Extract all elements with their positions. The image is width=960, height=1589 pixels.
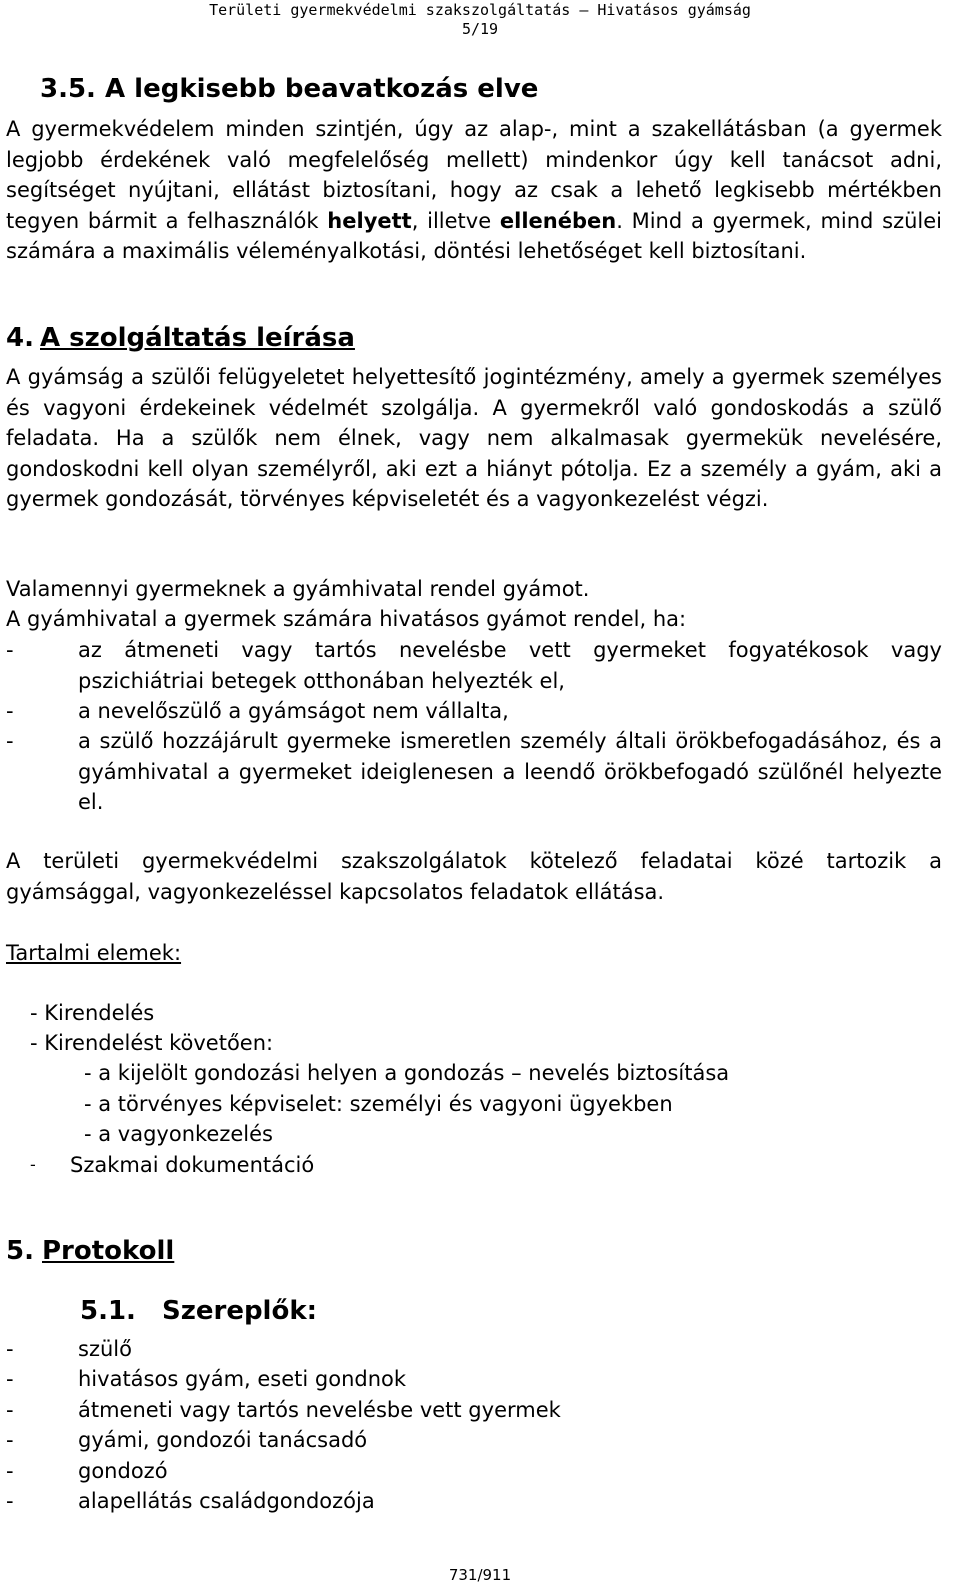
section-4-paragraph-1: A gyámság a szülői felügyeletet helyettesítő jogintézmény, amely a gyermek személyes és vagyoni érdekeinek védelmét szolgálja. A gyermekről való gondoskodás a szülő feladata. Ha a szülők nem élnek, vagy nem alkalmasak gyermekük nevelésére, gondoskodni kell olyan személyről, aki ezt a hiányt pótolja. Ez a személy a gyám, aki a gyermek gondozását, törvényes képviseletét és a vagyonkezelést végzi.: [6, 365, 942, 512]
actor-text: alapellátás családgondozója: [78, 1489, 375, 1513]
list-dash: -: [6, 1367, 14, 1391]
condition-text: az átmeneti vagy tartós nevelésbe vett gyermeket fogyatékosok vagy pszichiátriai betegek otthonában helyezték el,: [78, 638, 942, 693]
list-dash: -: [6, 638, 14, 662]
list-dash: -: [6, 1398, 14, 1422]
list-dash: -: [6, 1489, 14, 1513]
p1-text-c: . Mind a gyermek, mind szülei számára a maximális véleményalkotási, döntési lehetőséget kell biztosítani.: [6, 208, 942, 264]
content-subitem: - a törvényes képviselet: személyi és vagyoni ügyekben: [84, 1092, 673, 1116]
p1-text-a: A gyermekvédelem minden szintjén, úgy az alap-, mint a szakellátásban (a gyermek legjobb érdekének való megfelelőség mellett) mindenkor úgy kell tanácsot adni, segítséget nyújtani, ellátást biztosítani, hogy az csak a lehető legkisebb mértékben tegyen bármit a felhasználók: [6, 117, 942, 233]
section-5-number: 5.: [6, 1236, 34, 1266]
content-subitem: - a kijelölt gondozási helyen a gondozás – nevelés biztosítása: [84, 1061, 730, 1085]
list-dash: -: [6, 1459, 14, 1483]
p1-bold-helyett: helyett: [327, 208, 412, 233]
section-3-5-paragraph: [6, 114, 942, 267]
list-dash: -: [6, 729, 14, 753]
content-item: Szakmai dokumentáció: [70, 1153, 315, 1177]
section-5-1-number: 5.1.: [80, 1296, 136, 1326]
section-5-heading: Protokoll: [42, 1236, 175, 1266]
content-item: - Kirendelés: [30, 1001, 155, 1025]
condition-text: a nevelőszülő a gyámságot nem vállalta,: [78, 699, 509, 723]
actor-text: átmeneti vagy tartós nevelésbe vett gyermek: [78, 1398, 561, 1422]
section-4-paragraph-4: A területi gyermekvédelmi szakszolgálatok kötelező feladatai közé tartozik a gyámsággal, vagyonkezeléssel kapcsolatos feladatok ellátása.: [6, 849, 942, 904]
content-subitem: - a vagyonkezelés: [84, 1122, 273, 1146]
section-5-1-heading: Szereplők:: [162, 1296, 318, 1326]
list-dash: -: [6, 699, 14, 723]
p1-bold-ellenében: ellenében: [499, 208, 617, 233]
list-dash: -: [30, 1155, 36, 1174]
p1-text-b: , illetve: [411, 208, 500, 233]
list-dash: -: [6, 1337, 14, 1361]
actor-text: gondozó: [78, 1459, 168, 1483]
actor-text: gyámi, gondozói tanácsadó: [78, 1428, 368, 1452]
running-title: Területi gyermekvédelmi szakszolgáltatás – Hivatásos gyámság: [209, 1, 751, 19]
actor-text: hivatásos gyám, eseti gondnok: [78, 1367, 407, 1391]
section-4-paragraph-2: Valamennyi gyermeknek a gyámhivatal rendel gyámot.: [6, 577, 590, 601]
running-header: [200, 1, 760, 39]
section-4-number: 4.: [6, 323, 34, 353]
content-elements-heading: Tartalmi elemek:: [6, 941, 182, 965]
footer-page-counter: 731/911: [448, 1566, 512, 1584]
content-item: - Kirendelést követően:: [30, 1031, 274, 1055]
list-dash: -: [6, 1428, 14, 1452]
condition-text: a szülő hozzájárult gyermeke ismeretlen személy általi örökbefogadásához, és a gyámhivatal a gyermeket ideiglenesen a leendő örökbefogadó szülőnél helyezte el.: [78, 729, 942, 815]
section-3-5-heading: 3.5. A legkisebb beavatkozás elve: [40, 74, 539, 104]
section-page-number: 5/19: [461, 20, 499, 38]
actor-text: szülő: [78, 1337, 132, 1361]
section-4-heading: A szolgáltatás leírása: [40, 323, 355, 353]
section-4-paragraph-3: A gyámhivatal a gyermek számára hivatásos gyámot rendel, ha:: [6, 607, 687, 631]
